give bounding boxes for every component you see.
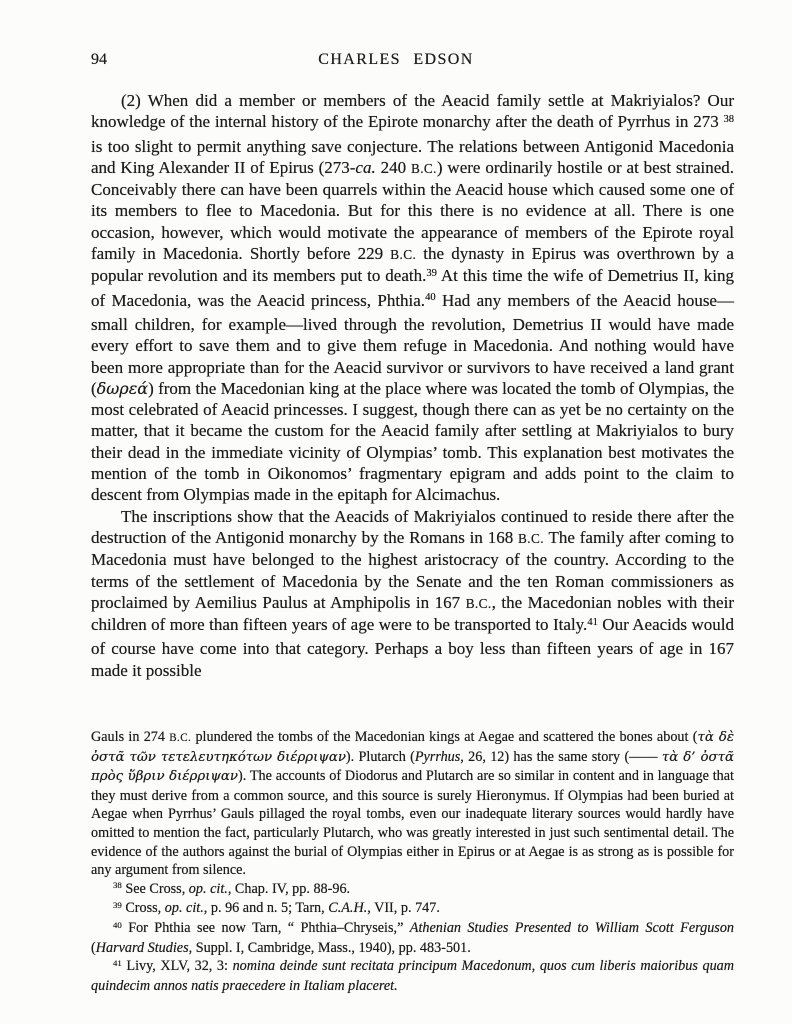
text-run: Livy, XLV, 32, 3: xyxy=(121,958,233,975)
text-run: Our Aeacids would of course have come into that category. Perhaps a boy less than fifteen years of age in 167 made it possible xyxy=(91,615,734,680)
text-run: B.C. xyxy=(410,160,437,176)
footnote-39 xyxy=(91,899,734,919)
text-run: nomina deinde sunt recitata principum Macedonum, quos cum liberis maioribus quam quindecim annos natis praecedere in Italiam placeret. xyxy=(91,958,734,994)
footnotes-section xyxy=(91,728,734,995)
body-paragraph-1 xyxy=(91,90,734,506)
text-run: Pyrrhus xyxy=(414,748,461,765)
footnote-reference-marker: 41 xyxy=(587,616,598,628)
footnote-reference-marker: 41 xyxy=(113,957,122,968)
page-number: 94 xyxy=(91,51,107,68)
article-body xyxy=(91,90,734,681)
text-run: Harvard Studies xyxy=(95,939,189,956)
text-run: the dynasty in Epirus was overthrown by a popular revolution and its members put to death. xyxy=(91,244,734,286)
text-run: B.C. xyxy=(390,247,417,263)
footnote-reference-marker: 39 xyxy=(426,268,437,280)
footnote-reference-marker: 40 xyxy=(113,919,122,930)
footnote-41 xyxy=(91,957,734,995)
text-run: ). Plutarch ( xyxy=(345,748,415,765)
footnote-reference-marker: 40 xyxy=(425,292,436,304)
footnote-reference-marker: 38 xyxy=(723,114,734,126)
text-run: At this time the wife of Demetrius II, king of Macedonia, was the Aeacid princess, Phthia. xyxy=(91,266,734,310)
text-run: is too slight to permit anything save conjecture. The relations between Antigonid Macedonia and King Alexander II of Epirus (273- xyxy=(91,136,734,177)
text-run: B.C. xyxy=(169,732,192,744)
footnote-reference-marker: 39 xyxy=(113,899,122,910)
text-run: Athenian Studies Presented to William Scott Ferguson xyxy=(409,919,735,936)
text-run: , 26, 12) has the same story (—— xyxy=(460,748,662,765)
text-run: , Suppl. I, Cambridge, Mass., 1940), pp. 483-501. xyxy=(188,939,471,956)
text-run: op. cit. xyxy=(164,900,204,917)
text-run: ca. xyxy=(355,157,376,177)
text-run: Had any members of the Aeacid house—small children, for example—lived through the revolution, Demetrius II would have made every effort to save them and to give them refuge in Macedonia. And nothing would have been more appropriate than for the Aeacid survivor or survivors to have received a land grant ( xyxy=(91,290,734,398)
text-run: See Cross, xyxy=(121,880,189,897)
text-run: The family after coming to Macedonia must have belonged to the highest aristocracy of the country. According to the terms of the settlement of Macedonia by the Senate and the ten Roman commissioners as proclaimed by Aemilius Paulus at Amphipolis in 167 xyxy=(91,527,734,612)
text-run: , Chap. IV, pp. 88-96. xyxy=(227,880,351,897)
text-run: ) were ordinarily hostile or at best strained. Conceivably there can have been quarrels within the Aeacid house which caused some one of its members to flee to Macedonia. But for this there is no evidence at all. There is one occasion, however, which would motivate the appearance of members of the Epirote royal family in Macedonia. Shortly before 229 xyxy=(91,157,735,264)
footnote-40 xyxy=(91,919,734,957)
text-run: τὰ δ’ ὀστᾶ πρὸς ὕβριν διέρριψαν xyxy=(91,749,734,785)
text-run: op. cit. xyxy=(188,880,228,897)
text-run: , p. 96 and n. 5; Tarn, xyxy=(203,900,329,917)
text-run: B.C. xyxy=(465,595,492,611)
text-run: , the Macedonian nobles with their children of more than fifteen years of age were to be transported to Italy. xyxy=(91,592,734,635)
text-run: plundered the tombs of the Macedonian kings at Aegae and scattered the bones about ( xyxy=(191,729,698,745)
text-run: , VII, p. 747. xyxy=(367,900,440,917)
text-run: δωρεά xyxy=(96,378,149,398)
text-run: The inscriptions show that the Aeacids of Makriyialos continued to reside there after the destruction of the Antigonid monarchy by the Romans in 168 xyxy=(91,506,734,547)
text-run: Gauls in 274 xyxy=(91,729,170,745)
text-run: τὰ δὲ ὀστᾶ τῶν τετελευτηκότων διέρριψαν xyxy=(91,730,734,765)
footnote-38 xyxy=(91,880,734,900)
text-run: B.C. xyxy=(518,530,544,546)
text-run: Cross, xyxy=(121,900,165,917)
text-run: ). The accounts of Diodorus and Plutarch are so similar in content and in language that they must derive from a common source, and this source is surely Hieronymus. If Olympias had been buried at Aegae when Pyrrhus’ Gauls pillaged the royal tombs, even our inadequate literary sources would hardly have omitted to mention the fact, particularly Plutarch, who was greatly interested in just such sentimental detail. The evidence of the authors against the burial of Olympias either in Epirus or at Aegae is as strong as is possible for any argument from silence. xyxy=(91,768,734,879)
footnote-continuation xyxy=(91,728,734,880)
text-run: For Phthia see now Tarn, “ Phthia–Chryseis,” xyxy=(121,919,410,936)
running-header xyxy=(0,51,792,69)
body-paragraph-2 xyxy=(91,506,734,681)
text-run: ) from the Macedonian king at the place where was located the tomb of Olympias, the most celebrated of Aeacid princesses. I suggest, though there can as yet be no certainty on the matter, that it became the custom for the Aeacid family after settling at Makriyialos to bury their dead in the immediate vicinity of Olympias’ tomb. This explanation best motivates the mention of the tomb in Oikonomos’ fragmentary epigram and adds point to the claim to descent from Olympias made in the epitaph for Alcimachus. xyxy=(91,378,734,505)
footnote-reference-marker: 38 xyxy=(113,880,122,891)
text-run: (2) When did a member or members of the Aeacid family settle at Makriyialos? Our knowledge of the internal history of the Epirote monarchy after the death of Pyrrhus in 273 xyxy=(91,91,734,132)
text-run: ( xyxy=(91,939,96,956)
text-run: 240 xyxy=(375,157,411,177)
running-head-author: CHARLES EDSON xyxy=(318,51,474,68)
text-run: C.A.H. xyxy=(328,900,368,917)
